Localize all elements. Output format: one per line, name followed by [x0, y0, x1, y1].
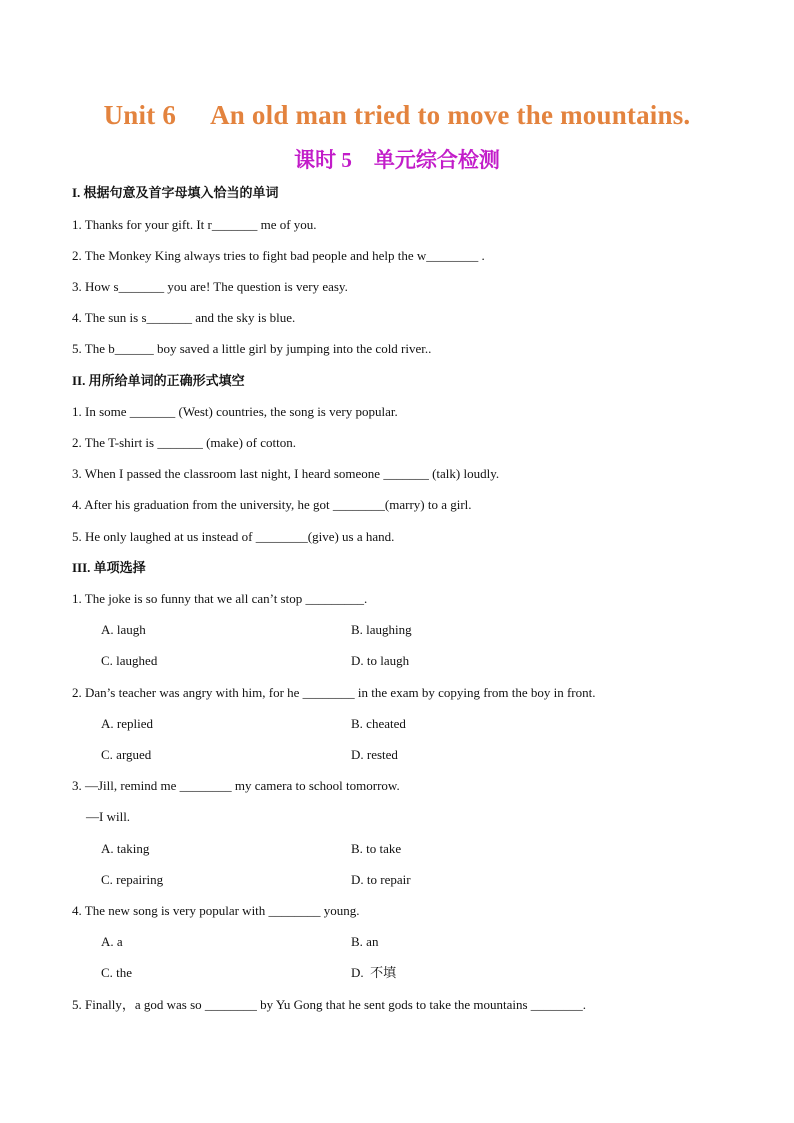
- question-1-option-a: A. laugh: [101, 622, 146, 637]
- question-3-stem: 3. —Jill, remind me ________ my camera to school tomorrow.: [72, 778, 400, 793]
- section-1-item: 1. Thanks for your gift. It r_______ me of you.: [72, 217, 317, 232]
- section-1-heading: I. 根据句意及首字母填入恰当的单词: [72, 185, 279, 200]
- question-4-option-a: A. a: [101, 934, 123, 949]
- lesson-subtitle-text: 单元综合检测: [373, 148, 500, 172]
- question-2-stem: 2. Dan’s teacher was angry with him, for he ________ in the exam by copying from the boy in front.: [72, 685, 596, 700]
- question-4-stem: 4. The new song is very popular with ________ young.: [72, 903, 360, 918]
- question-1-option-c: C. laughed: [101, 653, 158, 668]
- question-2-option-a: A. replied: [101, 716, 153, 731]
- section-2-item: 3. When I passed the classroom last night, I heard someone _______ (talk) loudly.: [72, 466, 500, 481]
- section-2-item: 1. In some _______ (West) countries, the song is very popular.: [72, 404, 398, 419]
- question-4-option-d: D. 不填: [351, 965, 397, 980]
- section-1-item: 5. The b______ boy saved a little girl by jumping into the cold river..: [72, 341, 432, 356]
- question-2-option-c: C. argued: [101, 747, 152, 762]
- section-2-item: 2. The T-shirt is _______ (make) of cotton.: [72, 435, 296, 450]
- section-3-heading: III. 单项选择: [72, 560, 146, 575]
- section-1-item: 2. The Monkey King always tries to fight bad people and help the w________ .: [72, 248, 485, 263]
- question-5-stem: 5. Finally，a god was so ________ by Yu Gong that he sent gods to take the mountains ________.: [72, 997, 587, 1012]
- question-1-stem: 1. The joke is so funny that we all can’t stop _________.: [72, 591, 368, 606]
- question-2-option-b: B. cheated: [351, 716, 406, 731]
- section-2-heading: II. 用所给单词的正确形式填空: [72, 373, 245, 388]
- question-3-option-b: B. to take: [351, 841, 402, 856]
- section-1-item: 3. How s_______ you are! The question is very easy.: [72, 279, 348, 294]
- section-2-item: 4. After his graduation from the university, he got ________(marry) to a girl.: [72, 497, 472, 512]
- unit-title-text: An old man tried to move the mountains.: [210, 100, 691, 130]
- question-2-option-d: D. rested: [351, 747, 398, 762]
- section-1-item: 4. The sun is s_______ and the sky is blue.: [72, 310, 296, 325]
- lesson-number: 课时 5: [294, 148, 352, 172]
- unit-number: Unit 6: [103, 100, 177, 130]
- question-1-option-b: B. laughing: [351, 622, 412, 637]
- lesson-subtitle: [0, 144, 794, 174]
- question-3-option-a: A. taking: [101, 841, 150, 856]
- section-2-item: 5. He only laughed at us instead of ________(give) us a hand.: [72, 529, 395, 544]
- question-3-reply: —I will.: [86, 809, 131, 824]
- question-3-option-d: D. to repair: [351, 872, 411, 887]
- question-3-option-c: C. repairing: [101, 872, 164, 887]
- question-1-option-d: D. to laugh: [351, 653, 410, 668]
- question-4-option-b: B. an: [351, 934, 379, 949]
- unit-title: [0, 100, 794, 131]
- question-4-option-c: C. the: [101, 965, 133, 980]
